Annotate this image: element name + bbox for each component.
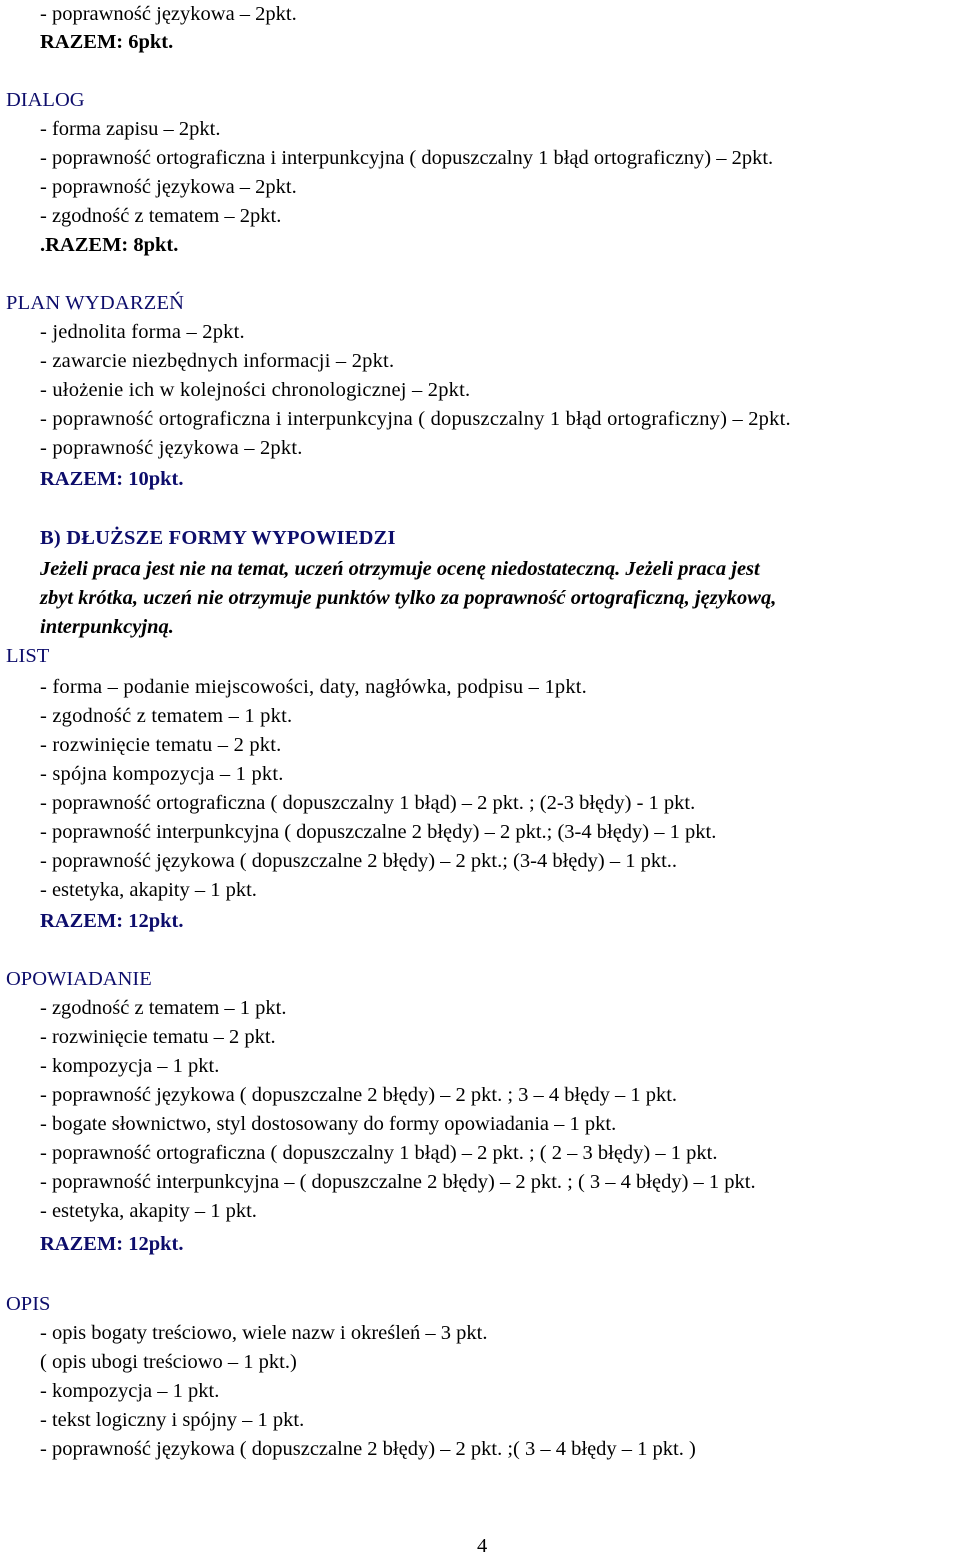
dialog-item: - forma zapisu – 2pkt. [40,118,221,140]
story-item: - estetyka, akapity – 1 pkt. [40,1200,257,1222]
page-number: 4 [477,1535,488,1557]
dialog-item: - zgodność z tematem – 2pkt. [40,205,282,227]
plan-item: - poprawność ortograficzna i interpunkcyjna ( dopuszczalny 1 błąd ortograficzny) – 2pkt. [40,408,791,430]
list-item: - zgodność z tematem – 1 pkt. [40,705,293,727]
total-list: RAZEM: 12pkt. [40,910,184,932]
desc-item: - kompozycja – 1 pkt. [40,1380,220,1402]
story-item: - zgodność z tematem – 1 pkt. [40,997,287,1019]
note-line: Jeżeli praca jest nie na temat, uczeń otrzymuje ocenę niedostateczną. Jeżeli praca jest [40,558,760,580]
total-dialog: .RAZEM: 8pkt. [40,234,179,256]
desc-item: - poprawność językowa ( dopuszczalne 2 błędy) – 2 pkt. ;( 3 – 4 błędy – 1 pkt. ) [40,1438,696,1460]
plan-item: - zawarcie niezbędnych informacji – 2pkt. [40,350,395,372]
plan-item: - poprawność językowa – 2pkt. [40,437,303,459]
heading-dialog: DIALOG [6,89,85,111]
story-item: - bogate słownictwo, styl dostosowany do formy opowiadania – 1 pkt. [40,1113,617,1135]
list-item: - rozwinięcie tematu – 2 pkt. [40,734,282,756]
list-item: - forma – podanie miejscowości, daty, nagłówka, podpisu – 1pkt. [40,676,588,698]
list-item: - poprawność interpunkcyjna ( dopuszczalne 2 błędy) – 2 pkt.; (3-4 błędy) – 1 pkt. [40,821,717,843]
total-story: RAZEM: 12pkt. [40,1233,184,1255]
note-line: interpunkcyjną. [40,616,174,638]
heading-story: OPOWIADANIE [6,968,152,990]
dialog-item: - poprawność ortograficzna i interpunkcyjna ( dopuszczalny 1 błąd ortograficzny) – 2pkt. [40,147,774,169]
total-top: RAZEM: 6pkt. [40,31,174,53]
story-item: - poprawność językowa ( dopuszczalne 2 błędy) – 2 pkt. ; 3 – 4 błędy – 1 pkt. [40,1084,678,1106]
dialog-item: - poprawność językowa – 2pkt. [40,176,297,198]
story-item: - poprawność interpunkcyjna – ( dopuszczalne 2 błędy) – 2 pkt. ; ( 3 – 4 błędy) – 1 pkt. [40,1171,756,1193]
heading-longer-forms: B) DŁUŻSZE FORMY WYPOWIEDZI [40,527,396,549]
desc-item: - tekst logiczny i spójny – 1 pkt. [40,1409,305,1431]
heading-list: LIST [6,645,50,667]
heading-description: OPIS [6,1293,51,1315]
note-line: zbyt krótka, uczeń nie otrzymuje punktów tylko za poprawność ortograficzną, językową, [40,587,777,609]
desc-item: - opis bogaty treściowo, wiele nazw i określeń – 3 pkt. [40,1322,488,1344]
list-item: - estetyka, akapity – 1 pkt. [40,879,257,901]
story-item: - rozwinięcie tematu – 2 pkt. [40,1026,276,1048]
line-top-1: - poprawność językowa – 2pkt. [40,3,297,25]
list-item: - poprawność ortograficzna ( dopuszczalny 1 błąd) – 2 pkt. ; (2-3 błędy) - 1 pkt. [40,792,696,814]
story-item: - kompozycja – 1 pkt. [40,1055,220,1077]
total-plan: RAZEM: 10pkt. [40,468,184,490]
plan-item: - ułożenie ich w kolejności chronologicznej – 2pkt. [40,379,471,401]
story-item: - poprawność ortograficzna ( dopuszczalny 1 błąd) – 2 pkt. ; ( 2 – 3 błędy) – 1 pkt. [40,1142,718,1164]
desc-item: ( opis ubogi treściowo – 1 pkt.) [40,1351,297,1373]
list-item: - spójna kompozycja – 1 pkt. [40,763,284,785]
list-item: - poprawność językowa ( dopuszczalne 2 błędy) – 2 pkt.; (3-4 błędy) – 1 pkt.. [40,850,678,872]
plan-item: - jednolita forma – 2pkt. [40,321,245,343]
heading-plan: PLAN WYDARZEŃ [6,292,185,314]
